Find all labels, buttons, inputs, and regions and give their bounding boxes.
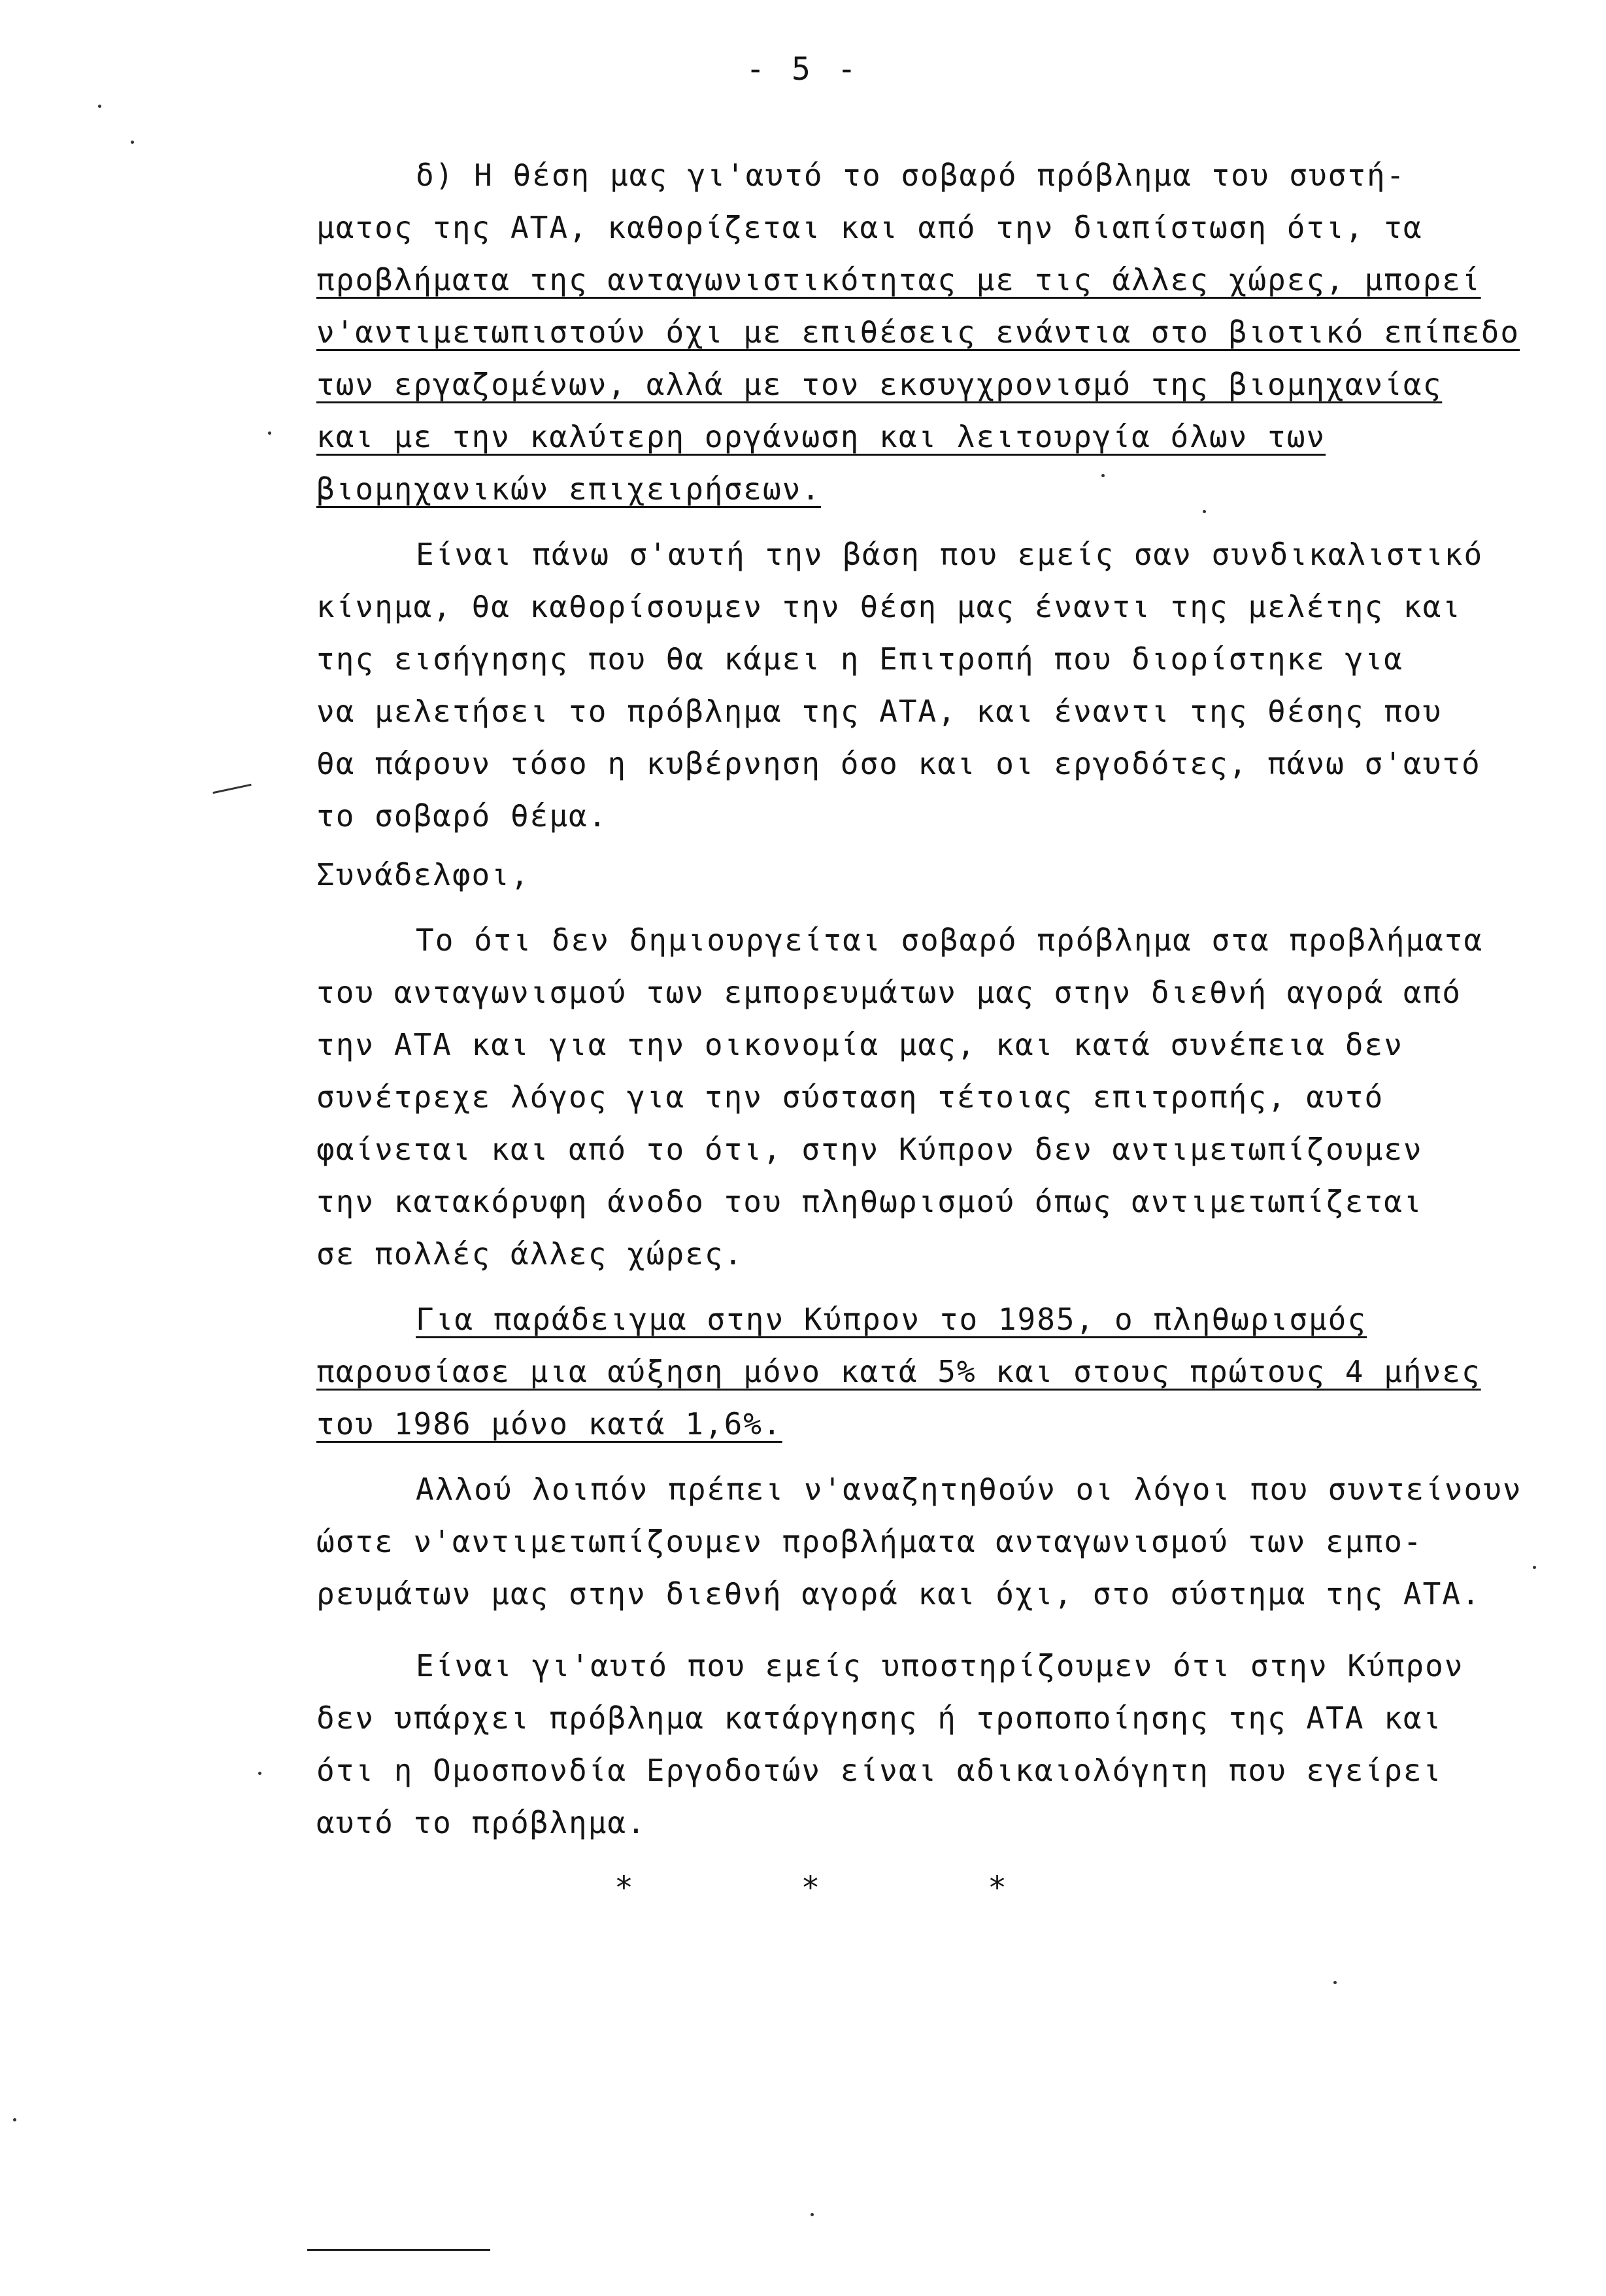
p2-line-5: θα πάρουν τόσο η κυβέρνηση όσο και οι εργοδότες, πάνω σ'αυτό — [316, 746, 1481, 781]
scan-speck — [811, 2213, 814, 2216]
star-3: * — [988, 1870, 1007, 1906]
p6-line-2: δεν υπάρχει πρόβλημα κατάργησης ή τροποποίησης της ΑΤΑ και — [316, 1700, 1443, 1736]
p6-line-4: αυτό το πρόβλημα. — [316, 1805, 646, 1840]
p6-line-1: Είναι γι'αυτό που εμείς υποστηρίζουμεν ότι στην Κύπρον — [416, 1648, 1464, 1683]
scan-speck — [1333, 1981, 1337, 1984]
p1-line-5: των εργαζομένων, αλλά με τον εκσυγχρονισμό της βιομηχανίας — [316, 367, 1443, 402]
footnote-rule — [307, 2249, 490, 2251]
p1-line-2: ματος της ΑΤΑ, καθορίζεται και από την διαπίστωση ότι, τα — [316, 210, 1423, 245]
p3-line-2: του ανταγωνισμού των εμπορευμάτων μας στην διεθνή αγορά από — [316, 975, 1462, 1010]
p4-line-1: Για παράδειγμα στην Κύπρον το 1985, ο πληθωρισμός — [416, 1302, 1367, 1337]
p1-line-7: βιομηχανικών επιχειρήσεων. — [316, 471, 822, 507]
separator-stars — [614, 1870, 1007, 1906]
p3-line-4: συνέτρεχε λόγος για την σύσταση τέτοιας επιτροπής, αυτό — [316, 1079, 1384, 1115]
scan-speck — [98, 105, 101, 108]
p4-line-2: παρουσίασε μια αύξηση μόνο κατά 5% και στους πρώτους 4 μήνες — [316, 1354, 1481, 1389]
p4-line-3: του 1986 μόνο κατά 1,6%. — [316, 1406, 782, 1442]
p1-line-3: προβλήματα της ανταγωνιστικότητας με τις άλλες χώρες, μπορεί — [316, 262, 1481, 297]
p5-line-1: Αλλού λοιπόν πρέπει ν'αναζητηθούν οι λόγοι που συντείνουν — [416, 1472, 1522, 1507]
p6-line-3: ότι η Ομοσπονδία Εργοδοτών είναι αδικαιολόγητη που εγείρει — [316, 1753, 1443, 1788]
p3-line-1: Το ότι δεν δημιουργείται σοβαρό πρόβλημα στα προβλήματα — [416, 922, 1484, 958]
scan-speck — [1101, 474, 1105, 477]
p2-line-6: το σοβαρό θέμα. — [316, 798, 608, 834]
p2-line-1: Είναι πάνω σ'αυτή την βάση που εμείς σαν συνδικαλιστικό — [416, 537, 1484, 572]
p2-line-4: να μελετήσει το πρόβλημα της ΑΤΑ, και έναντι της θέσης που — [316, 694, 1443, 729]
star-2: * — [801, 1870, 820, 1906]
scan-speck — [268, 431, 271, 435]
p1-line-1: δ) Η θέση μας γι'αυτό το σοβαρό πρόβλημα του συστή- — [416, 158, 1406, 193]
p5-line-2: ώστε ν'αντιμετωπίζουμεν προβλήματα ανταγωνισμού των εμπο- — [316, 1524, 1423, 1559]
p3-line-7: σε πολλές άλλες χώρες. — [316, 1236, 744, 1272]
p2-line-2: κίνημα, θα καθορίσουμεν την θέση μας έναντι της μελέτης και — [316, 589, 1462, 624]
salutation: Συνάδελφοι, — [316, 857, 530, 892]
scan-speck — [1203, 510, 1206, 513]
scan-speck — [131, 141, 134, 144]
page-number: - 5 - — [746, 51, 860, 88]
margin-mark — [212, 784, 251, 794]
p1-line-4: ν'αντιμετωπιστούν όχι με επιθέσεις ενάντια στο βιοτικό επίπεδο — [316, 314, 1520, 350]
p3-line-6: την κατακόρυφη άνοδο του πληθωρισμού όπως αντιμετωπίζεται — [316, 1184, 1423, 1219]
scan-speck — [258, 1772, 261, 1775]
star-1: * — [614, 1870, 633, 1906]
p3-line-5: φαίνεται και από το ότι, στην Κύπρον δεν αντιμετωπίζουμεν — [316, 1132, 1423, 1167]
scan-speck — [1533, 1566, 1536, 1569]
p5-line-3: ρευμάτων μας στην διεθνή αγορά και όχι, στο σύστημα της ΑΤΑ. — [316, 1576, 1481, 1612]
p3-line-3: την ΑΤΑ και για την οικονομία μας, και κατά συνέπεια δεν — [316, 1027, 1403, 1062]
p1-line-6: και με την καλύτερη οργάνωση και λειτουργία όλων των — [316, 419, 1326, 454]
scan-speck — [13, 2118, 16, 2121]
p2-line-3: της εισήγησης που θα κάμει η Επιτροπή που διορίστηκε για — [316, 641, 1403, 677]
